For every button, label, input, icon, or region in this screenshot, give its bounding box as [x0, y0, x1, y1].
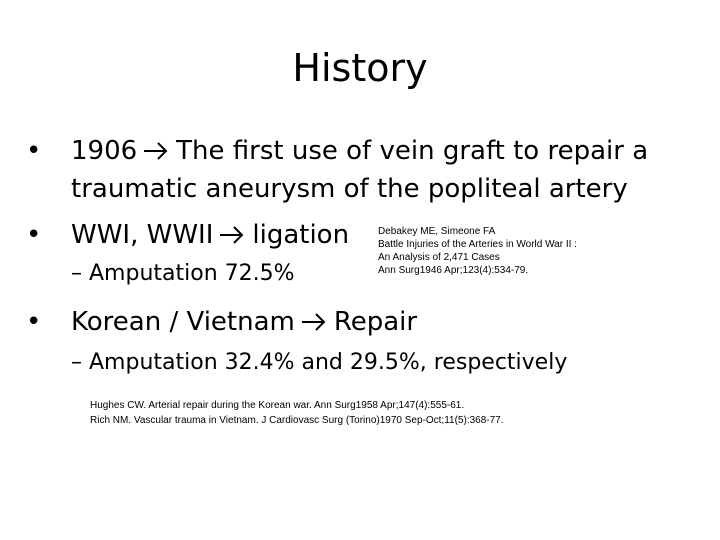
right-arrow-icon: [219, 225, 245, 245]
citation-debakey: [378, 225, 577, 277]
bullet-marker: •: [26, 136, 42, 166]
bullet-1-text: The first use of vein graft to repair a: [176, 136, 649, 166]
bullet-2-sub: – Amputation 72.5%: [71, 261, 295, 286]
bullet-1-line-2: traumatic aneurysm of the popliteal artery: [71, 174, 628, 204]
citation-line-1: Debakey ME, Simeone FA: [378, 226, 496, 237]
bullet-1-line-1: [71, 134, 648, 168]
right-arrow-icon: [301, 312, 327, 332]
citation-line-2: Battle Injuries of the Arteries in World War II :: [378, 239, 577, 250]
citation-line-4: Ann Surg1946 Apr;123(4):534-79.: [378, 265, 529, 276]
bullet-marker: •: [26, 220, 42, 250]
bullet-2-result: ligation: [252, 220, 350, 250]
reference-rich: Rich NM. Vascular trauma in Vietnam. J Cardiovasc Surg (Torino)1970 Sep-Oct;11(5):368-77.: [90, 415, 504, 426]
bullet-3-line: [71, 305, 417, 339]
bullet-2-line: [71, 218, 349, 252]
bullet-2-wars: WWI, WWII: [71, 220, 214, 250]
citation-line-3: An Analysis of 2,471 Cases: [378, 252, 500, 263]
bullet-3-wars: Korean / Vietnam: [71, 307, 295, 337]
right-arrow-icon: [143, 141, 169, 161]
bullet-marker: •: [26, 307, 42, 337]
reference-hughes: Hughes CW. Arterial repair during the Korean war. Ann Surg1958 Apr;147(4):555-61.: [90, 400, 465, 411]
bullet-3-sub: – Amputation 32.4% and 29.5%, respectively: [71, 350, 568, 375]
bullet-3-result: Repair: [333, 307, 418, 337]
references: [90, 398, 504, 428]
bullet-1-year: 1906: [71, 136, 138, 166]
slide-title: History: [292, 46, 428, 90]
